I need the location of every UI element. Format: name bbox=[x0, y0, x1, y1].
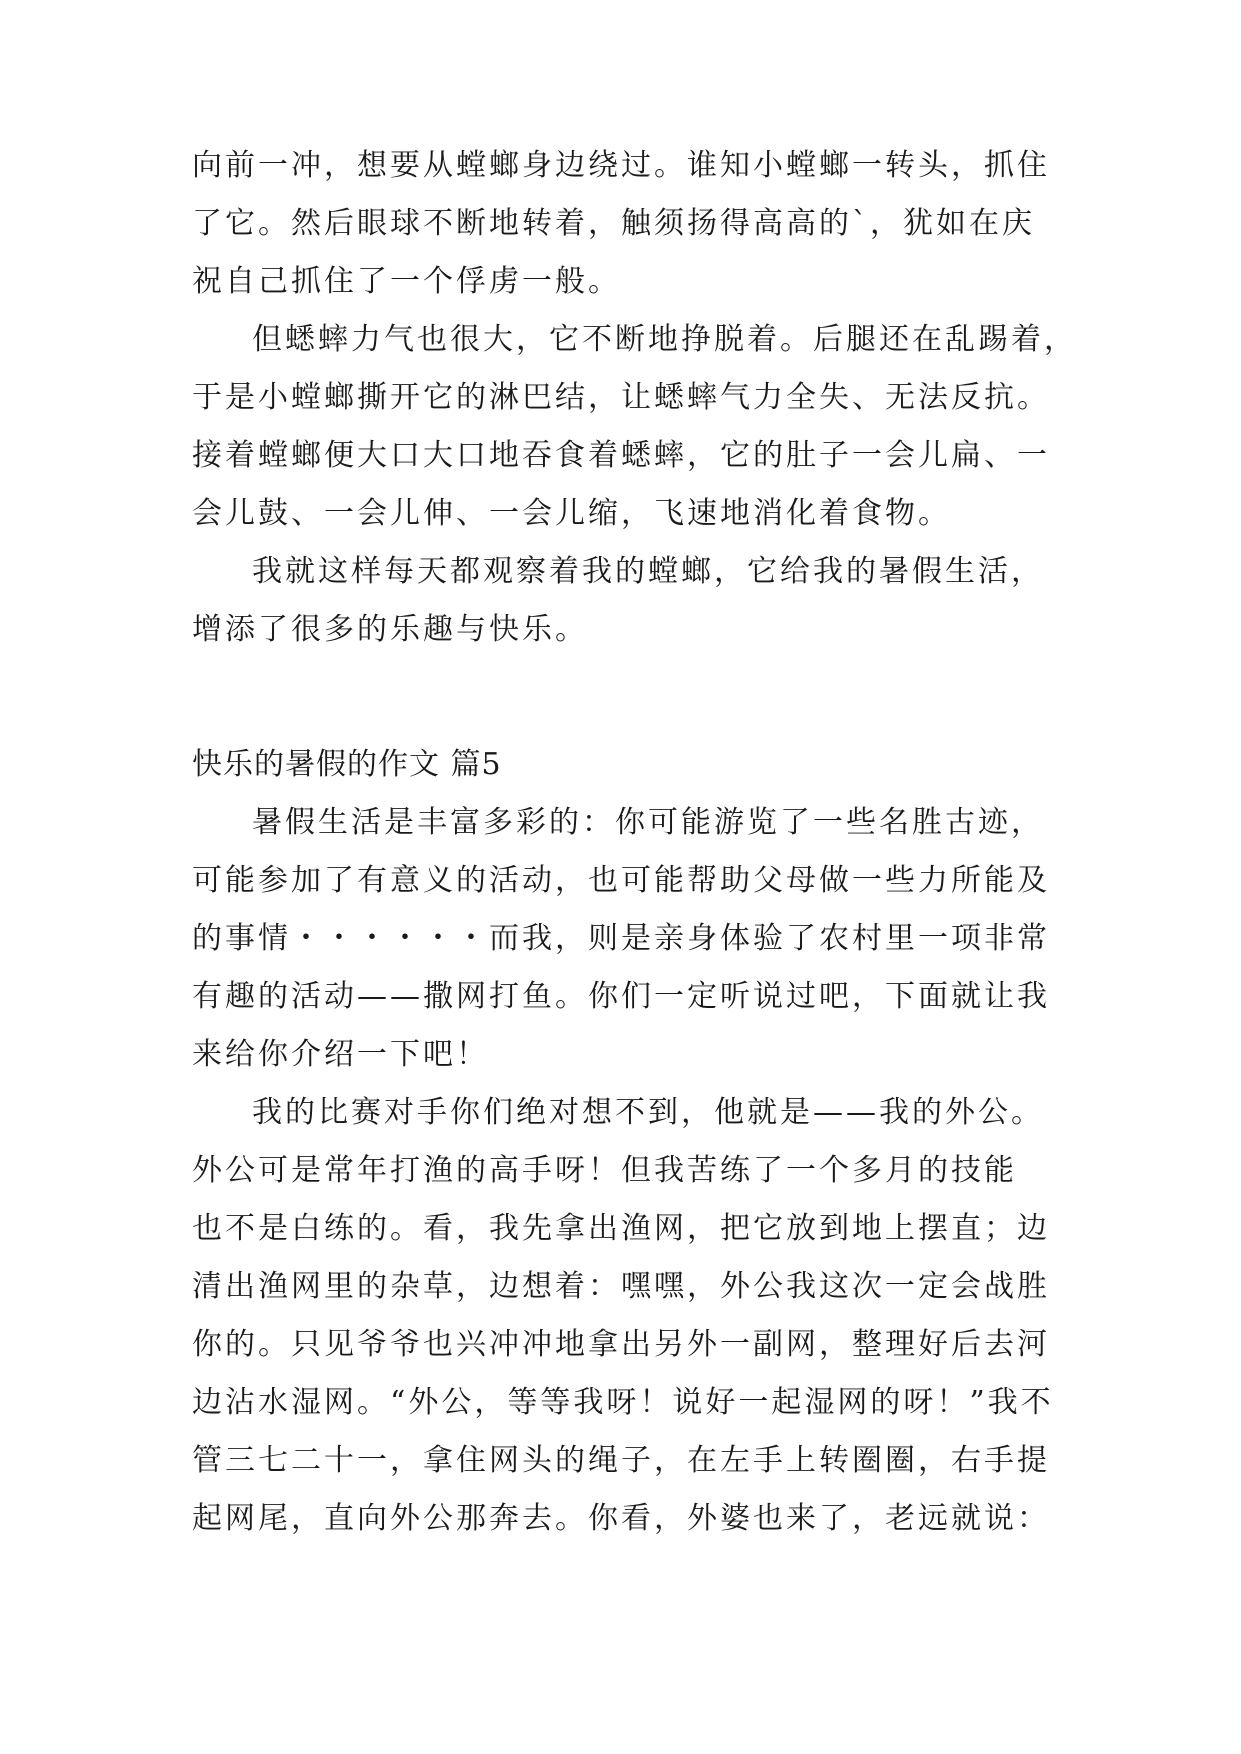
paragraph-5-line-2: 外公可是常年打渔的高手呀！但我苦练了一个多月的技能 bbox=[192, 1153, 1017, 1188]
paragraph-2-line-1: 但蟋蟀力气也很大，它不断地挣脱着。后腿还在乱踢着， bbox=[252, 322, 1077, 357]
paragraph-5-line-5: 你的。只见爷爷也兴冲冲地拿出另外一副网，整理好后去河 bbox=[192, 1327, 1050, 1362]
paragraph-5-line-3: 也不是白练的。看，我先拿出渔网，把它放到地上摆直；边 bbox=[192, 1211, 1050, 1246]
paragraph-4-line-2: 可能参加了有意义的活动，也可能帮助父母做一些力所能及 bbox=[192, 863, 1050, 898]
paragraph-3-line-1: 我就这样每天都观察着我的螳螂，它给我的暑假生活， bbox=[252, 554, 1044, 589]
paragraph-1-line-2: 了它。然后眼球不断地转着，触须扬得高高的`，犹如在庆 bbox=[192, 206, 1035, 241]
paragraph-1-line-1: 向前一冲，想要从螳螂身边绕过。谁知小螳螂一转头，抓住 bbox=[192, 148, 1050, 183]
paragraph-4-line-5: 来给你介绍一下吧！ bbox=[192, 1037, 489, 1072]
paragraph-1-line-3: 祝自己抓住了一个俘虏一般。 bbox=[192, 264, 621, 299]
paragraph-4-line-4: 有趣的活动——撒网打鱼。你们一定听说过吧，下面就让我 bbox=[192, 979, 1050, 1014]
paragraph-4-line-3: 的事情・・・・・・而我，则是亲身体验了农村里一项非常 bbox=[192, 921, 1050, 956]
paragraph-5-line-1: 我的比赛对手你们绝对想不到，他就是——我的外公。 bbox=[252, 1095, 1044, 1130]
paragraph-5-line-7: 管三七二十一，拿住网头的绳子，在左手上转圈圈，右手提 bbox=[192, 1443, 1050, 1478]
paragraph-5-line-8: 起网尾，直向外公那奔去。你看，外婆也来了，老远就说： bbox=[192, 1501, 1050, 1536]
paragraph-2-line-4: 会儿鼓、一会儿伸、一会儿缩，飞速地消化着食物。 bbox=[192, 496, 951, 531]
paragraph-4-line-1: 暑假生活是丰富多彩的：你可能游览了一些名胜古迹， bbox=[252, 805, 1044, 840]
paragraph-5-line-6: 边沾水湿网。“外公，等等我呀！说好一起湿网的呀！”我不 bbox=[192, 1385, 1054, 1420]
paragraph-5-line-4: 清出渔网里的杂草，边想着：嘿嘿，外公我这次一定会战胜 bbox=[192, 1269, 1050, 1304]
paragraph-2-line-2: 于是小螳螂撕开它的淋巴结，让蟋蟀气力全失、无法反抗。 bbox=[192, 380, 1050, 415]
paragraph-2-line-3: 接着螳螂便大口大口地吞食着蟋蟀，它的肚子一会儿扁、一 bbox=[192, 438, 1050, 473]
section-heading: 快乐的暑假的作文 篇5 bbox=[192, 747, 502, 782]
paragraph-3-line-2: 增添了很多的乐趣与快乐。 bbox=[192, 612, 588, 647]
